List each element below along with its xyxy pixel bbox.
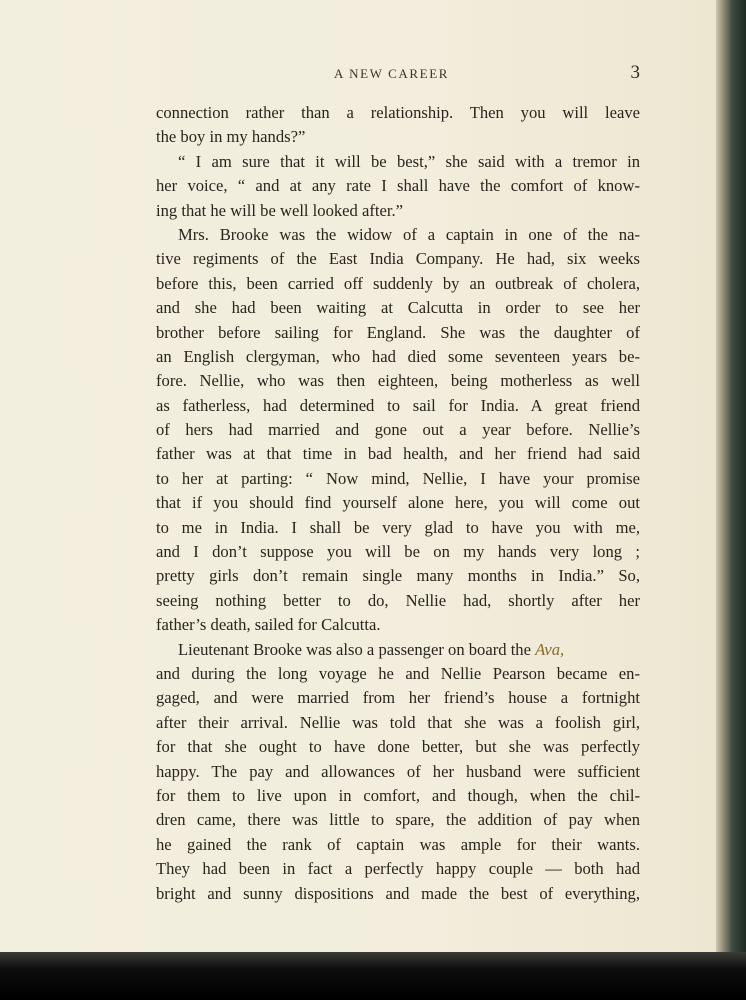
- page-header: [156, 64, 640, 86]
- text-line: and she had been waiting at Calcutta in order to see her: [156, 298, 640, 318]
- text-line: fore. Nellie, who was then eighteen, being motherless as well: [156, 371, 640, 391]
- text-line: happy. The pay and allowances of her husband were sufficient: [156, 761, 640, 781]
- text-line: Mrs. Brooke was the widow of a captain in one of the na-: [178, 224, 640, 244]
- body-text: [156, 101, 640, 906]
- text-line: and during the long voyage he and Nellie Pearson became en-: [156, 663, 640, 683]
- text-line: ing that he will be well looked after.”: [156, 200, 403, 220]
- text-line: to me in India. I shall be very glad to have you with me,: [156, 517, 640, 537]
- text-line: for that she ought to have done better, but she was perfectly: [156, 737, 640, 757]
- text-line: of hers had married and gone out a year before. Nellie’s: [156, 420, 640, 440]
- text-line: father was at that time in bad health, and her friend had said: [156, 444, 640, 464]
- text-line: [156, 638, 640, 662]
- text-line: bright and sunny dispositions and made the best of everything,: [156, 883, 640, 903]
- text-line: brother before sailing for England. She was the daughter of: [156, 322, 640, 342]
- text-line: tive regiments of the East India Company. He had, six weeks: [156, 249, 640, 269]
- text-line: father’s death, sailed for Calcutta.: [156, 615, 381, 635]
- text-line: gaged, and were married from her friend’s house a fortnight: [156, 688, 640, 708]
- book-edge-right: [716, 0, 746, 952]
- text-line: connection rather than a relationship. Then you will leave: [156, 103, 640, 122]
- text-line: after their arrival. Nellie was told that she was a foolish girl,: [156, 712, 640, 732]
- text-line: to her at parting: “ Now mind, Nellie, I have your promise: [156, 468, 640, 488]
- text-line: and I don’t suppose you will be on my hands very long ;: [156, 542, 640, 562]
- text-line: as fatherless, had determined to sail for India. A great friend: [156, 395, 640, 415]
- text-line: he gained the rank of captain was ample for their wants.: [156, 834, 640, 854]
- text-line: “ I am sure that it will be best,” she said with a tremor in: [178, 151, 640, 171]
- book-edge-bottom: [0, 952, 746, 1000]
- text-line: before this, been carried off suddenly by an outbreak of cholera,: [156, 273, 640, 293]
- text-line: They had been in fact a perfectly happy couple — both had: [156, 859, 640, 879]
- text-line: the boy in my hands?”: [156, 127, 306, 147]
- text-line: an English clergyman, who had died some seventeen years be-: [156, 346, 640, 366]
- text-line: pretty girls don’t remain single many months in India.” So,: [156, 566, 640, 586]
- text-line: for them to live upon in comfort, and though, when the chil-: [156, 785, 640, 805]
- text-line: that if you should find yourself alone here, you will come out: [156, 493, 640, 513]
- text-segment: Lieutenant Brooke was also a passenger on board the: [178, 639, 531, 659]
- running-head: A NEW CAREER: [334, 66, 450, 81]
- text-line: dren came, there was little to spare, the addition of pay when: [156, 810, 640, 830]
- text-line: her voice, “ and at any rate I shall have the comfort of know-: [156, 176, 640, 196]
- ship-name: Ava,: [535, 639, 565, 659]
- text-line: seeing nothing better to do, Nellie had, shortly after her: [156, 590, 640, 610]
- page-number: 3: [630, 62, 640, 83]
